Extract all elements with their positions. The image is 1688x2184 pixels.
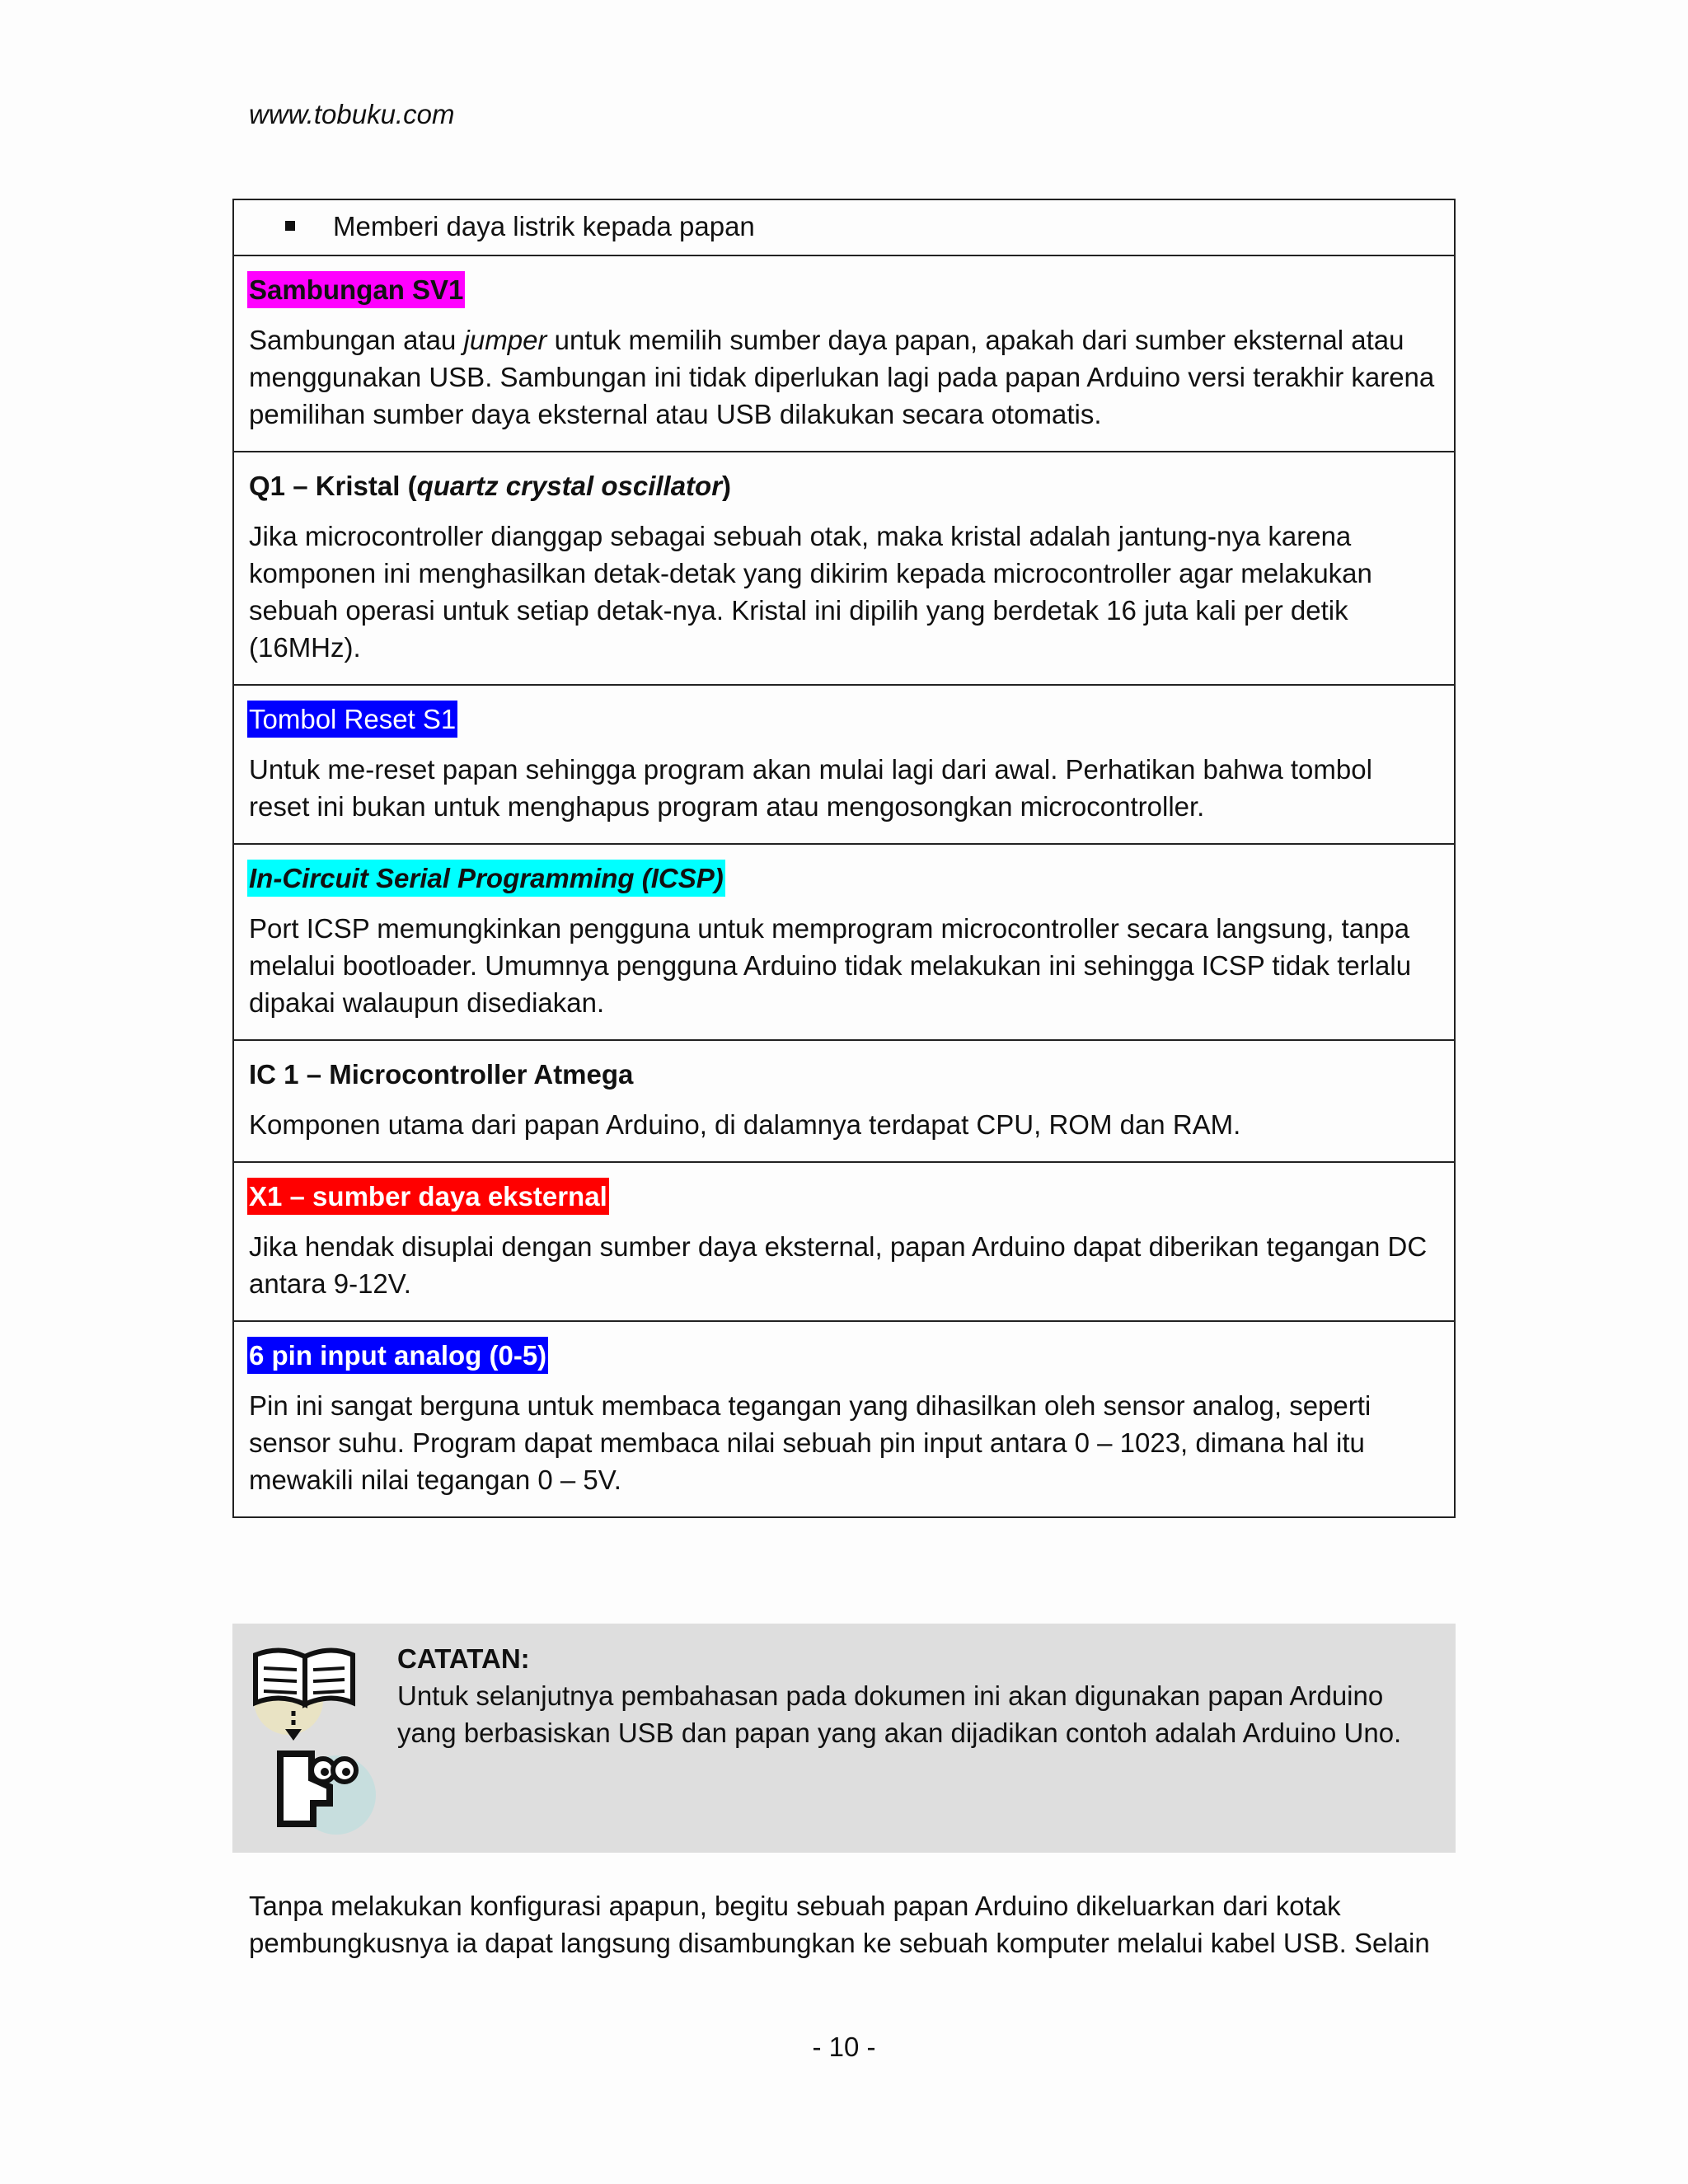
table-row	[234, 255, 1454, 451]
row-description: Untuk me-reset papan sehingga program akan mulai lagi dari awal. Perhatikan bahwa tombol reset ini bukan untuk menghapus program atau mengosongkan microcontroller.	[249, 754, 1372, 822]
row-heading: X1 – sumber daya eksternal	[247, 1178, 609, 1215]
row-heading: IC 1 – Microcontroller Atmega	[249, 1059, 634, 1090]
table-row	[234, 1161, 1454, 1320]
table-row	[234, 451, 1454, 684]
row-heading: Tombol Reset S1	[247, 701, 457, 738]
row-description: Jika hendak disuplai dengan sumber daya eksternal, papan Arduino dapat diberikan tegangan DC antara 9-12V.	[249, 1231, 1428, 1299]
table-row	[234, 1320, 1454, 1516]
component-table	[232, 199, 1456, 1518]
bullet-text: Memberi daya listrik kepada papan	[333, 210, 755, 241]
book-reader-icon	[247, 1638, 387, 1836]
table-row	[234, 843, 1454, 1039]
row-description: Sambungan atau jumper untuk memilih sumber daya papan, apakah dari sumber eksternal atau menggunakan USB. Sambungan ini tidak diperlukan lagi pada papan Arduino versi terakhir karena pemilihan sumber daya eksternal atau USB dilakukan secara otomatis.	[249, 325, 1435, 429]
bullet-square-icon	[285, 221, 295, 231]
page-number: - 10 -	[812, 2032, 876, 2062]
row-heading: Sambungan SV1	[247, 271, 465, 308]
note-title: CATATAN:	[397, 1643, 530, 1674]
body-paragraph: Tanpa melakukan konfigurasi apapun, begitu sebuah papan Arduino dikeluarkan dari kotak pembungkusnya ia dapat langsung disambungkan ke sebuah komputer melalui kabel USB. Selain	[249, 1891, 1430, 1958]
note-body: Untuk selanjutnya pembahasan pada dokumen ini akan digunakan papan Arduino yang berbasiskan USB dan papan yang akan dijadikan contoh adalah Arduino Uno.	[397, 1680, 1402, 1748]
row-description: Pin ini sangat berguna untuk membaca tegangan yang dihasilkan oleh sensor analog, seperti sensor suhu. Program dapat membaca nilai sebuah pin input antara 0 – 1023, dimana hal itu mewakili nilai tegangan 0 – 5V.	[249, 1390, 1372, 1495]
table-row	[234, 200, 1454, 255]
row-heading: In-Circuit Serial Programming (ICSP)	[247, 860, 725, 897]
table-row	[234, 684, 1454, 843]
row-description: Komponen utama dari papan Arduino, di dalamnya terdapat CPU, ROM dan RAM.	[249, 1109, 1241, 1140]
row-heading: Q1 – Kristal (quartz crystal oscillator)	[249, 471, 732, 501]
note-box	[232, 1624, 1456, 1853]
row-heading: 6 pin input analog (0-5)	[247, 1337, 548, 1374]
row-description: Port ICSP memungkinkan pengguna untuk memprogram microcontroller secara langsung, tanpa melalui bootloader. Umumnya pengguna Arduino tidak melakukan ini sehingga ICSP tidak terlalu dipakai walaupun disediakan.	[249, 913, 1412, 1018]
row-description: Jika microcontroller dianggap sebagai sebuah otak, maka kristal adalah jantung-nya karena komponen ini menghasilkan detak-detak yang dikirim kepada microcontroller agar melakukan sebuah operasi untuk setiap detak-nya. Kristal ini dipilih yang berdetak 16 juta kali per detik (16MHz).	[249, 521, 1372, 663]
table-row	[234, 1039, 1454, 1161]
site-url: www.tobuku.com	[249, 99, 455, 129]
